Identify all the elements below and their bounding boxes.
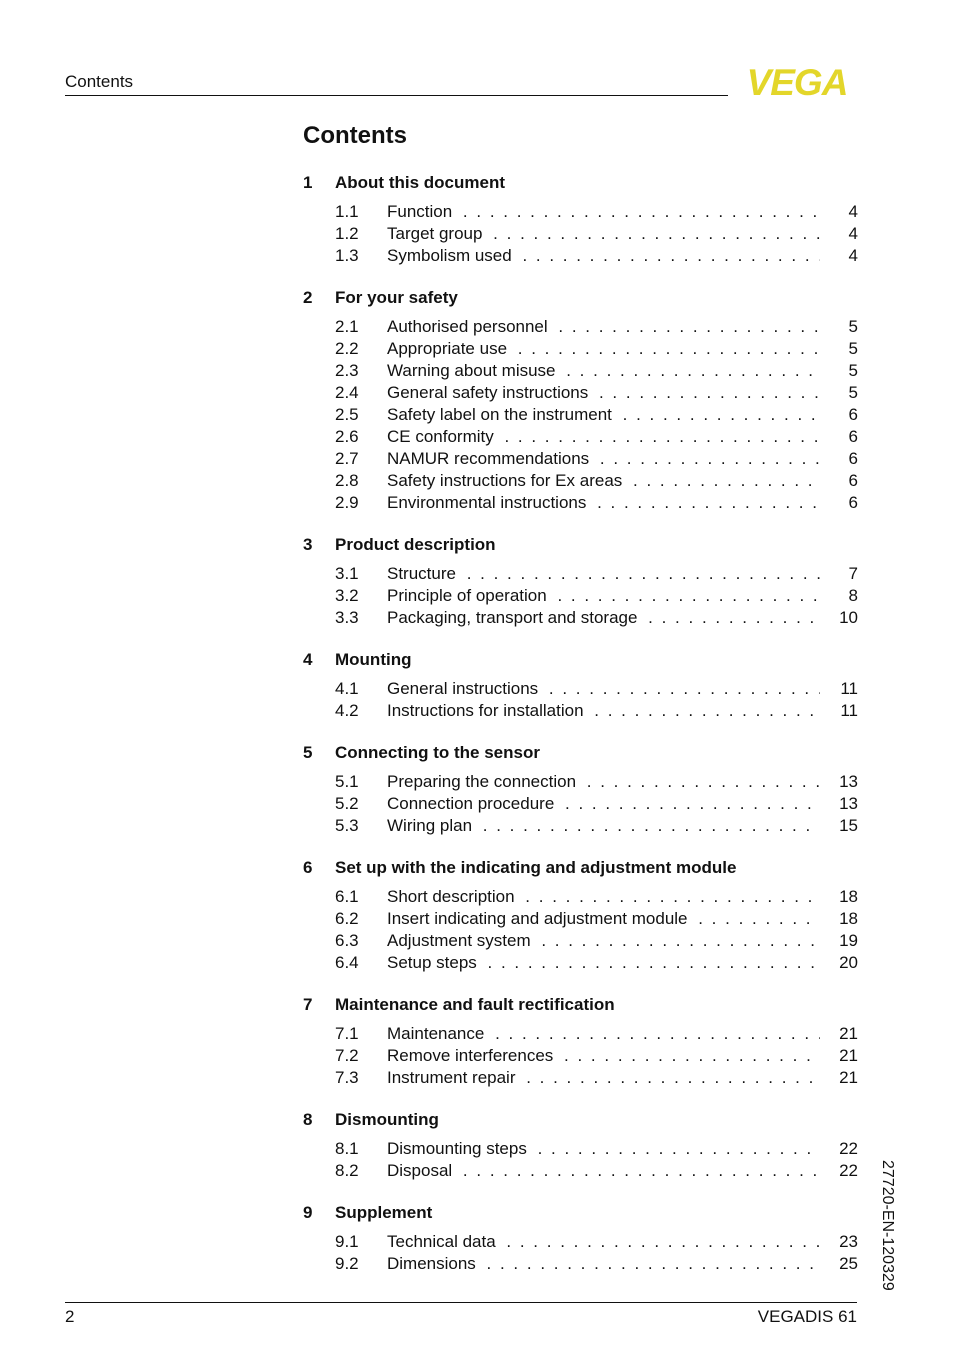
entry-title: Remove interferences	[387, 1046, 557, 1065]
entry-dot-leader	[387, 426, 820, 448]
entry-title: Symbolism used	[387, 246, 516, 265]
section-number: 1	[303, 173, 313, 192]
entry-title: Warning about misuse	[387, 361, 560, 380]
section-number: 5	[303, 743, 313, 762]
section-title: Set up with the indicating and adjustment module	[335, 858, 737, 877]
entry-title: NAMUR recommendations	[387, 449, 593, 468]
entry-page-number: 13	[839, 772, 858, 791]
entry-page-number: 22	[839, 1161, 858, 1180]
toc-entry[interactable]	[335, 360, 858, 382]
entry-title: Principle of operation	[387, 586, 551, 605]
entry-page-number: 11	[840, 701, 858, 720]
section-number: 3	[303, 535, 313, 554]
entry-page-number: 19	[839, 931, 858, 950]
entry-dot-leader	[387, 1045, 820, 1067]
toc-section-heading[interactable]	[303, 534, 858, 556]
entry-number: 7.1	[335, 1024, 359, 1043]
entry-dot-leader	[387, 470, 820, 492]
section-title: Maintenance and fault rectification	[335, 995, 615, 1014]
running-header-title: Contents	[65, 72, 134, 91]
entry-dot-leader	[387, 492, 820, 514]
entry-title: Environmental instructions	[387, 493, 590, 512]
entry-number: 1.2	[335, 224, 359, 243]
entry-page-number: 21	[839, 1024, 858, 1043]
toc-entry[interactable]	[335, 316, 858, 338]
entry-dot-leader	[387, 886, 820, 908]
entry-number: 1.3	[335, 246, 359, 265]
entry-dot-leader	[387, 585, 820, 607]
toc-section	[303, 534, 858, 629]
entry-number: 6.1	[335, 887, 359, 906]
entry-number: 5.2	[335, 794, 359, 813]
toc-section-heading[interactable]	[303, 742, 858, 764]
toc-entry[interactable]	[335, 470, 858, 492]
entry-page-number: 4	[848, 246, 858, 265]
entry-title: Technical data	[387, 1232, 500, 1251]
entry-dot-leader	[387, 908, 820, 930]
entry-title: Preparing the connection	[387, 772, 580, 791]
entry-number: 4.2	[335, 701, 359, 720]
entry-dot-leader	[387, 404, 820, 426]
entry-page-number: 6	[848, 493, 858, 512]
section-title: Mounting	[335, 650, 412, 669]
section-title: Supplement	[335, 1203, 433, 1222]
toc-entry[interactable]	[335, 382, 858, 404]
entry-dot-leader	[387, 316, 820, 338]
entry-number: 1.1	[335, 202, 359, 221]
entry-title: Disposal	[387, 1161, 456, 1180]
entry-title: General safety instructions	[387, 383, 592, 402]
entry-title: Function	[387, 202, 456, 221]
toc-section-heading[interactable]	[303, 287, 858, 309]
toc-entry[interactable]	[335, 245, 858, 267]
entry-page-number: 7	[848, 564, 858, 583]
entry-page-number: 23	[839, 1232, 858, 1251]
entry-number: 8.1	[335, 1139, 359, 1158]
entry-page-number: 6	[848, 471, 858, 490]
entry-number: 2.2	[335, 339, 359, 358]
toc-entry[interactable]	[335, 1253, 858, 1275]
toc-entry[interactable]	[335, 607, 858, 629]
entry-page-number: 18	[839, 909, 858, 928]
entry-number: 7.2	[335, 1046, 359, 1065]
entry-dot-leader	[387, 245, 820, 267]
section-number: 9	[303, 1203, 313, 1222]
entry-page-number: 15	[839, 816, 858, 835]
entry-number: 3.3	[335, 608, 359, 627]
entry-number: 2.5	[335, 405, 359, 424]
entry-number: 6.2	[335, 909, 359, 928]
entry-dot-leader	[387, 563, 820, 585]
entry-page-number: 4	[848, 224, 858, 243]
entry-dot-leader	[387, 815, 820, 837]
entry-page-number: 5	[848, 383, 858, 402]
entry-dot-leader	[387, 1160, 820, 1182]
entry-dot-leader	[387, 930, 820, 952]
entry-page-number: 5	[848, 361, 858, 380]
toc-section	[303, 1202, 858, 1275]
toc-section	[303, 649, 858, 722]
entry-page-number: 4	[848, 202, 858, 221]
entry-page-number: 21	[839, 1046, 858, 1065]
toc-entry[interactable]	[335, 1023, 858, 1045]
entry-number: 2.8	[335, 471, 359, 490]
toc-entry[interactable]	[335, 1138, 858, 1160]
entry-number: 2.4	[335, 383, 359, 402]
toc-entry[interactable]	[335, 1045, 858, 1067]
toc-section	[303, 742, 858, 837]
toc-entry[interactable]	[335, 793, 858, 815]
entry-number: 3.2	[335, 586, 359, 605]
entry-number: 9.1	[335, 1232, 359, 1251]
entry-dot-leader	[387, 201, 820, 223]
entry-dot-leader	[387, 952, 820, 974]
section-number: 8	[303, 1110, 313, 1129]
toc-entry[interactable]	[335, 700, 858, 722]
entry-dot-leader	[387, 1253, 820, 1275]
entry-title: Adjustment system	[387, 931, 535, 950]
entry-page-number: 18	[839, 887, 858, 906]
toc-entry[interactable]	[335, 426, 858, 448]
entry-page-number: 8	[848, 586, 858, 605]
entry-number: 2.1	[335, 317, 359, 336]
section-title: For your safety	[335, 288, 458, 307]
toc-section	[303, 994, 858, 1089]
entry-page-number: 6	[848, 405, 858, 424]
toc-entry[interactable]	[335, 1231, 858, 1253]
entry-page-number: 6	[848, 427, 858, 446]
toc-section	[303, 1109, 858, 1182]
toc-entry[interactable]	[335, 1067, 858, 1089]
entry-dot-leader	[387, 793, 820, 815]
section-title: About this document	[335, 173, 505, 192]
entry-page-number: 21	[839, 1068, 858, 1087]
entry-page-number: 5	[848, 339, 858, 358]
footer-page-number: 2	[65, 1307, 75, 1326]
table-of-contents	[303, 172, 858, 1295]
section-number: 2	[303, 288, 313, 307]
entry-title: Wiring plan	[387, 816, 476, 835]
section-title: Dismounting	[335, 1110, 439, 1129]
entry-title: Authorised personnel	[387, 317, 552, 336]
entry-title: Connection procedure	[387, 794, 558, 813]
toc-entry[interactable]	[335, 886, 858, 908]
footer-rule	[65, 1302, 857, 1303]
entry-dot-leader	[387, 678, 820, 700]
toc-section-heading[interactable]	[303, 172, 858, 194]
entry-number: 9.2	[335, 1254, 359, 1273]
entry-number: 4.1	[335, 679, 359, 698]
entry-dot-leader	[387, 1138, 820, 1160]
section-number: 6	[303, 858, 313, 877]
entry-title: Insert indicating and adjustment module	[387, 909, 692, 928]
vega-logo	[735, 66, 859, 98]
toc-section	[303, 857, 858, 974]
entry-title: Packaging, transport and storage	[387, 608, 641, 627]
section-title: Connecting to the sensor	[335, 743, 540, 762]
entry-title: Target group	[387, 224, 486, 243]
toc-entry[interactable]	[335, 201, 858, 223]
entry-page-number: 11	[840, 679, 858, 698]
entry-dot-leader	[387, 607, 820, 629]
entry-number: 8.2	[335, 1161, 359, 1180]
entry-dot-leader	[387, 1067, 820, 1089]
toc-section	[303, 172, 858, 267]
entry-page-number: 10	[839, 608, 858, 627]
entry-page-number: 5	[848, 317, 858, 336]
entry-dot-leader	[387, 223, 820, 245]
toc-section	[303, 287, 858, 514]
toc-entry[interactable]	[335, 815, 858, 837]
page-title: Contents	[303, 122, 407, 149]
entry-number: 6.3	[335, 931, 359, 950]
section-number: 7	[303, 995, 313, 1014]
entry-dot-leader	[387, 448, 820, 470]
toc-section-heading[interactable]	[303, 857, 858, 879]
entry-title: Safety label on the instrument	[387, 405, 616, 424]
entry-dot-leader	[387, 1231, 820, 1253]
section-number: 4	[303, 650, 313, 669]
entry-page-number: 13	[839, 794, 858, 813]
entry-dot-leader	[387, 338, 820, 360]
entry-title: Instrument repair	[387, 1068, 520, 1087]
entry-number: 5.3	[335, 816, 359, 835]
entry-title: CE conformity	[387, 427, 498, 446]
entry-page-number: 22	[839, 1139, 858, 1158]
toc-entry[interactable]	[335, 678, 858, 700]
entry-page-number: 20	[839, 953, 858, 972]
entry-title: Instructions for installation	[387, 701, 588, 720]
entry-dot-leader	[387, 382, 820, 404]
entry-number: 2.6	[335, 427, 359, 446]
toc-section-heading[interactable]	[303, 649, 858, 671]
header-rule	[65, 95, 728, 96]
toc-entry[interactable]	[335, 492, 858, 514]
entry-title: Setup steps	[387, 953, 481, 972]
toc-section-heading[interactable]	[303, 994, 858, 1016]
vega-logo-text: VEGA	[746, 66, 848, 98]
entry-page-number: 6	[848, 449, 858, 468]
entry-number: 2.7	[335, 449, 359, 468]
entry-title: General instructions	[387, 679, 542, 698]
toc-entry[interactable]	[335, 585, 858, 607]
toc-section-heading[interactable]	[303, 1109, 858, 1131]
section-title: Product description	[335, 535, 496, 554]
toc-entry[interactable]	[335, 448, 858, 470]
toc-entry[interactable]	[335, 952, 858, 974]
entry-title: Short description	[387, 887, 519, 906]
entry-number: 5.1	[335, 772, 359, 791]
entry-number: 2.3	[335, 361, 359, 380]
toc-entry[interactable]	[335, 1160, 858, 1182]
entry-title: Maintenance	[387, 1024, 488, 1043]
toc-entry[interactable]	[335, 930, 858, 952]
entry-number: 3.1	[335, 564, 359, 583]
toc-section-heading[interactable]	[303, 1202, 858, 1224]
entry-dot-leader	[387, 360, 820, 382]
entry-title: Dismounting steps	[387, 1139, 531, 1158]
entry-number: 7.3	[335, 1068, 359, 1087]
entry-title: Appropriate use	[387, 339, 511, 358]
document-code: 27720-EN-120329	[879, 1160, 896, 1291]
toc-entry[interactable]	[335, 404, 858, 426]
toc-entry[interactable]	[335, 338, 858, 360]
toc-entry[interactable]	[335, 771, 858, 793]
footer-product-name: VEGADIS 61	[757, 1307, 857, 1326]
toc-entry[interactable]	[335, 908, 858, 930]
entry-page-number: 25	[839, 1254, 858, 1273]
toc-entry[interactable]	[335, 563, 858, 585]
entry-title: Structure	[387, 564, 460, 583]
toc-entry[interactable]	[335, 223, 858, 245]
entry-number: 2.9	[335, 493, 359, 512]
entry-dot-leader	[387, 771, 820, 793]
entry-title: Safety instructions for Ex areas	[387, 471, 626, 490]
entry-number: 6.4	[335, 953, 359, 972]
entry-dot-leader	[387, 700, 820, 722]
entry-dot-leader	[387, 1023, 820, 1045]
entry-title: Dimensions	[387, 1254, 480, 1273]
